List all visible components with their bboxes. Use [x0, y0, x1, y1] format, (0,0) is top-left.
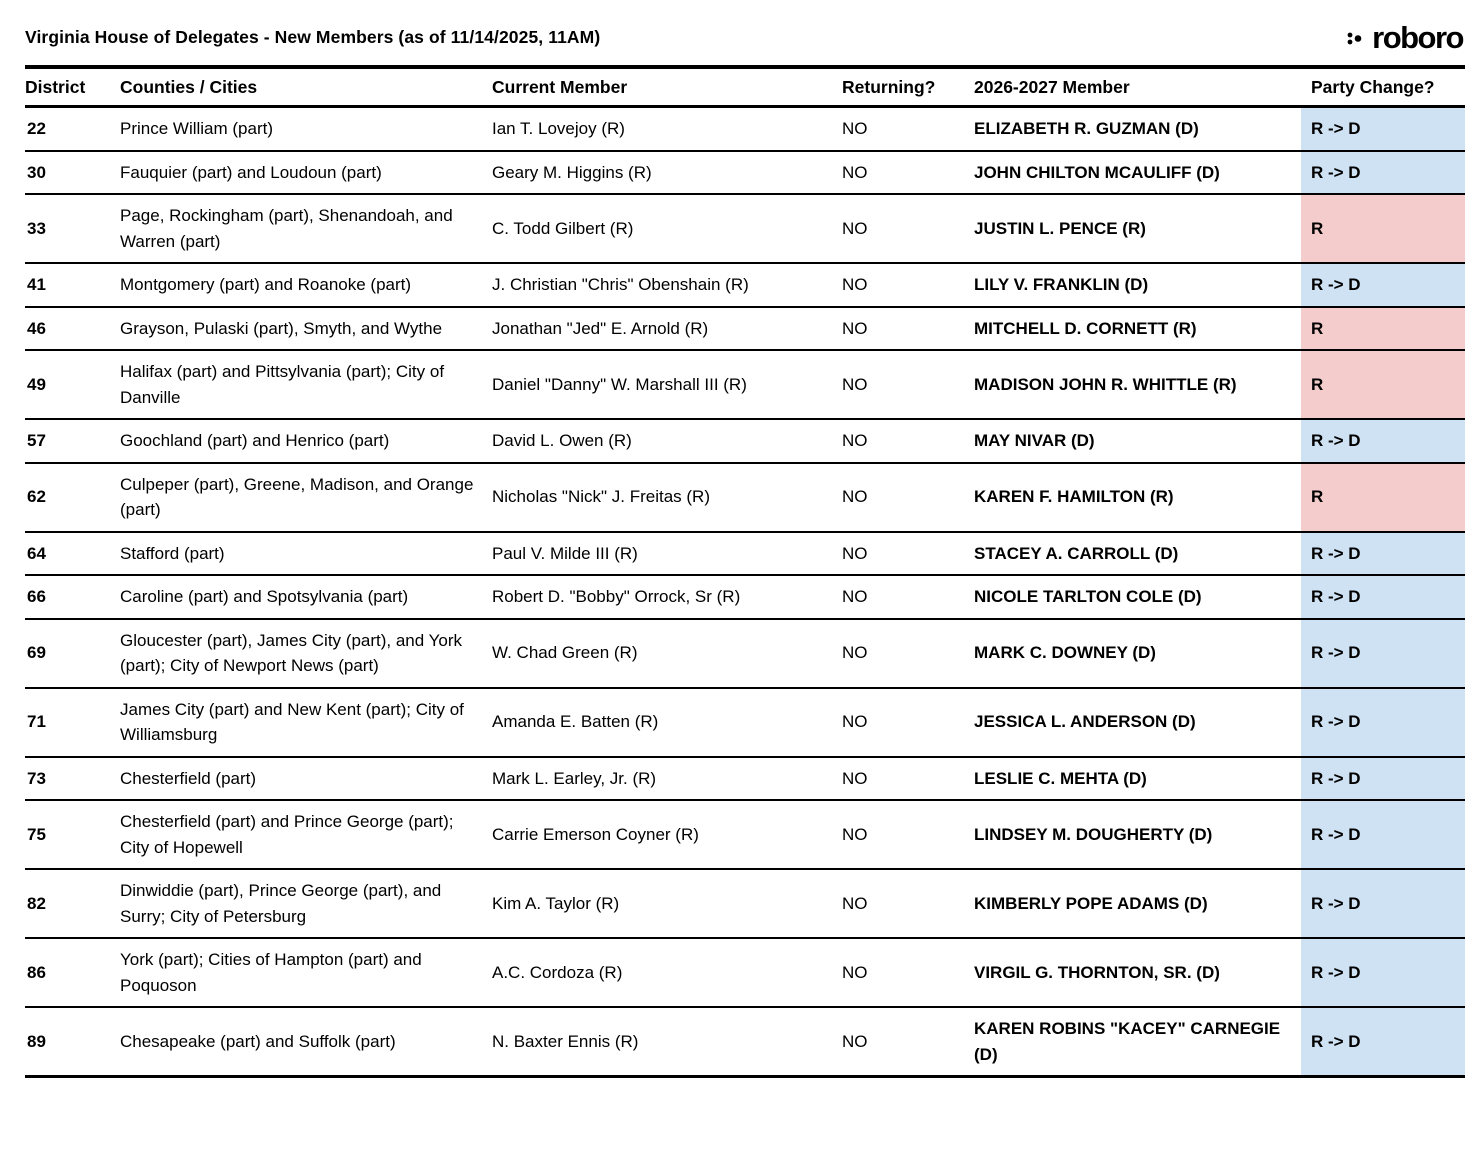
returning-cell: NO: [842, 151, 974, 195]
current-member-cell: Geary M. Higgins (R): [492, 151, 842, 195]
returning-cell: NO: [842, 688, 974, 757]
counties-cell: Stafford (part): [120, 532, 492, 576]
counties-cell: Culpeper (part), Greene, Madison, and Orange (part): [120, 463, 492, 532]
district-cell: 30: [25, 151, 120, 195]
party-change-cell: R: [1301, 307, 1465, 351]
counties-cell: James City (part) and New Kent (part); City of Williamsburg: [120, 688, 492, 757]
new-member-cell: JESSICA L. ANDERSON (D): [974, 688, 1301, 757]
counties-cell: Chesterfield (part) and Prince George (part); City of Hopewell: [120, 800, 492, 869]
header-current-member: Current Member: [492, 67, 842, 107]
counties-cell: Grayson, Pulaski (part), Smyth, and Wythe: [120, 307, 492, 351]
new-member-cell: MARK C. DOWNEY (D): [974, 619, 1301, 688]
party-change-cell: R -> D: [1301, 938, 1465, 1007]
table-row: [25, 800, 1465, 869]
table-row: [25, 532, 1465, 576]
table-row: [25, 419, 1465, 463]
new-member-cell: VIRGIL G. THORNTON, SR. (D): [974, 938, 1301, 1007]
new-member-cell: MADISON JOHN R. WHITTLE (R): [974, 350, 1301, 419]
district-cell: 69: [25, 619, 120, 688]
header-counties: Counties / Cities: [120, 67, 492, 107]
table-row: [25, 107, 1465, 151]
district-cell: 49: [25, 350, 120, 419]
table-row: [25, 463, 1465, 532]
party-change-cell: R -> D: [1301, 757, 1465, 801]
party-change-cell: R: [1301, 194, 1465, 263]
header-party-change: Party Change?: [1301, 67, 1465, 107]
returning-cell: NO: [842, 869, 974, 938]
current-member-cell: Daniel "Danny" W. Marshall III (R): [492, 350, 842, 419]
district-cell: 82: [25, 869, 120, 938]
table-body: [25, 107, 1465, 1077]
returning-cell: NO: [842, 307, 974, 351]
returning-cell: NO: [842, 194, 974, 263]
top-bar: [25, 22, 1465, 53]
current-member-cell: Paul V. Milde III (R): [492, 532, 842, 576]
current-member-cell: C. Todd Gilbert (R): [492, 194, 842, 263]
current-member-cell: Amanda E. Batten (R): [492, 688, 842, 757]
district-cell: 57: [25, 419, 120, 463]
counties-cell: Chesapeake (part) and Suffolk (part): [120, 1007, 492, 1077]
new-member-cell: ELIZABETH R. GUZMAN (D): [974, 107, 1301, 151]
returning-cell: NO: [842, 350, 974, 419]
counties-cell: Caroline (part) and Spotsylvania (part): [120, 575, 492, 619]
page-title: Virginia House of Delegates - New Members (as of 11/14/2025, 11AM): [25, 27, 601, 47]
counties-cell: Fauquier (part) and Loudoun (part): [120, 151, 492, 195]
new-member-cell: MAY NIVAR (D): [974, 419, 1301, 463]
current-member-cell: Jonathan "Jed" E. Arnold (R): [492, 307, 842, 351]
district-cell: 62: [25, 463, 120, 532]
counties-cell: Gloucester (part), James City (part), and York (part); City of Newport News (part): [120, 619, 492, 688]
returning-cell: NO: [842, 263, 974, 307]
header-returning: Returning?: [842, 67, 974, 107]
table-row: [25, 307, 1465, 351]
district-cell: 22: [25, 107, 120, 151]
current-member-cell: Carrie Emerson Coyner (R): [492, 800, 842, 869]
table-row: [25, 869, 1465, 938]
district-cell: 66: [25, 575, 120, 619]
new-member-cell: MITCHELL D. CORNETT (R): [974, 307, 1301, 351]
party-change-cell: R -> D: [1301, 575, 1465, 619]
current-member-cell: J. Christian "Chris" Obenshain (R): [492, 263, 842, 307]
party-change-cell: R -> D: [1301, 1007, 1465, 1077]
counties-cell: Dinwiddie (part), Prince George (part), and Surry; City of Petersburg: [120, 869, 492, 938]
district-cell: 73: [25, 757, 120, 801]
counties-cell: Page, Rockingham (part), Shenandoah, and Warren (part): [120, 194, 492, 263]
party-change-cell: R -> D: [1301, 151, 1465, 195]
returning-cell: NO: [842, 107, 974, 151]
party-change-cell: R -> D: [1301, 688, 1465, 757]
current-member-cell: Robert D. "Bobby" Orrock, Sr (R): [492, 575, 842, 619]
current-member-cell: Nicholas "Nick" J. Freitas (R): [492, 463, 842, 532]
members-table: [25, 65, 1465, 1078]
new-member-cell: NICOLE TARLTON COLE (D): [974, 575, 1301, 619]
new-member-cell: LINDSEY M. DOUGHERTY (D): [974, 800, 1301, 869]
header-district: District: [25, 67, 120, 107]
counties-cell: Montgomery (part) and Roanoke (part): [120, 263, 492, 307]
table-row: [25, 757, 1465, 801]
party-change-cell: R -> D: [1301, 800, 1465, 869]
returning-cell: NO: [842, 419, 974, 463]
district-cell: 89: [25, 1007, 120, 1077]
district-cell: 71: [25, 688, 120, 757]
new-member-cell: KIMBERLY POPE ADAMS (D): [974, 869, 1301, 938]
roboro-dots-icon: [1345, 27, 1367, 49]
new-member-cell: JUSTIN L. PENCE (R): [974, 194, 1301, 263]
returning-cell: NO: [842, 575, 974, 619]
returning-cell: NO: [842, 800, 974, 869]
header-row: [25, 67, 1465, 107]
counties-cell: York (part); Cities of Hampton (part) and Poquoson: [120, 938, 492, 1007]
new-member-cell: STACEY A. CARROLL (D): [974, 532, 1301, 576]
returning-cell: NO: [842, 757, 974, 801]
table-row: [25, 619, 1465, 688]
district-cell: 75: [25, 800, 120, 869]
table-row: [25, 1007, 1465, 1077]
table-row: [25, 350, 1465, 419]
party-change-cell: R -> D: [1301, 419, 1465, 463]
current-member-cell: David L. Owen (R): [492, 419, 842, 463]
returning-cell: NO: [842, 532, 974, 576]
table-header: [25, 67, 1465, 107]
party-change-cell: R -> D: [1301, 263, 1465, 307]
district-cell: 46: [25, 307, 120, 351]
district-cell: 64: [25, 532, 120, 576]
returning-cell: NO: [842, 619, 974, 688]
new-member-cell: JOHN CHILTON MCAULIFF (D): [974, 151, 1301, 195]
table-row: [25, 194, 1465, 263]
header-new-member: 2026-2027 Member: [974, 67, 1301, 107]
current-member-cell: A.C. Cordoza (R): [492, 938, 842, 1007]
current-member-cell: Mark L. Earley, Jr. (R): [492, 757, 842, 801]
counties-cell: Goochland (part) and Henrico (part): [120, 419, 492, 463]
party-change-cell: R -> D: [1301, 107, 1465, 151]
brand-logo: [1345, 22, 1463, 53]
current-member-cell: N. Baxter Ennis (R): [492, 1007, 842, 1077]
brand-name: roboro: [1372, 20, 1463, 55]
party-change-cell: R -> D: [1301, 532, 1465, 576]
new-member-cell: KAREN ROBINS "KACEY" CARNEGIE (D): [974, 1007, 1301, 1077]
counties-cell: Halifax (part) and Pittsylvania (part); City of Danville: [120, 350, 492, 419]
table-row: [25, 575, 1465, 619]
district-cell: 33: [25, 194, 120, 263]
table-row: [25, 688, 1465, 757]
new-member-cell: KAREN F. HAMILTON (R): [974, 463, 1301, 532]
current-member-cell: W. Chad Green (R): [492, 619, 842, 688]
current-member-cell: Kim A. Taylor (R): [492, 869, 842, 938]
table-row: [25, 938, 1465, 1007]
party-change-cell: R: [1301, 463, 1465, 532]
district-cell: 41: [25, 263, 120, 307]
counties-cell: Prince William (part): [120, 107, 492, 151]
table-row: [25, 151, 1465, 195]
returning-cell: NO: [842, 1007, 974, 1077]
counties-cell: Chesterfield (part): [120, 757, 492, 801]
new-member-cell: LESLIE C. MEHTA (D): [974, 757, 1301, 801]
new-member-cell: LILY V. FRANKLIN (D): [974, 263, 1301, 307]
party-change-cell: R -> D: [1301, 869, 1465, 938]
party-change-cell: R -> D: [1301, 619, 1465, 688]
district-cell: 86: [25, 938, 120, 1007]
returning-cell: NO: [842, 938, 974, 1007]
table-row: [25, 263, 1465, 307]
returning-cell: NO: [842, 463, 974, 532]
party-change-cell: R: [1301, 350, 1465, 419]
current-member-cell: Ian T. Lovejoy (R): [492, 107, 842, 151]
